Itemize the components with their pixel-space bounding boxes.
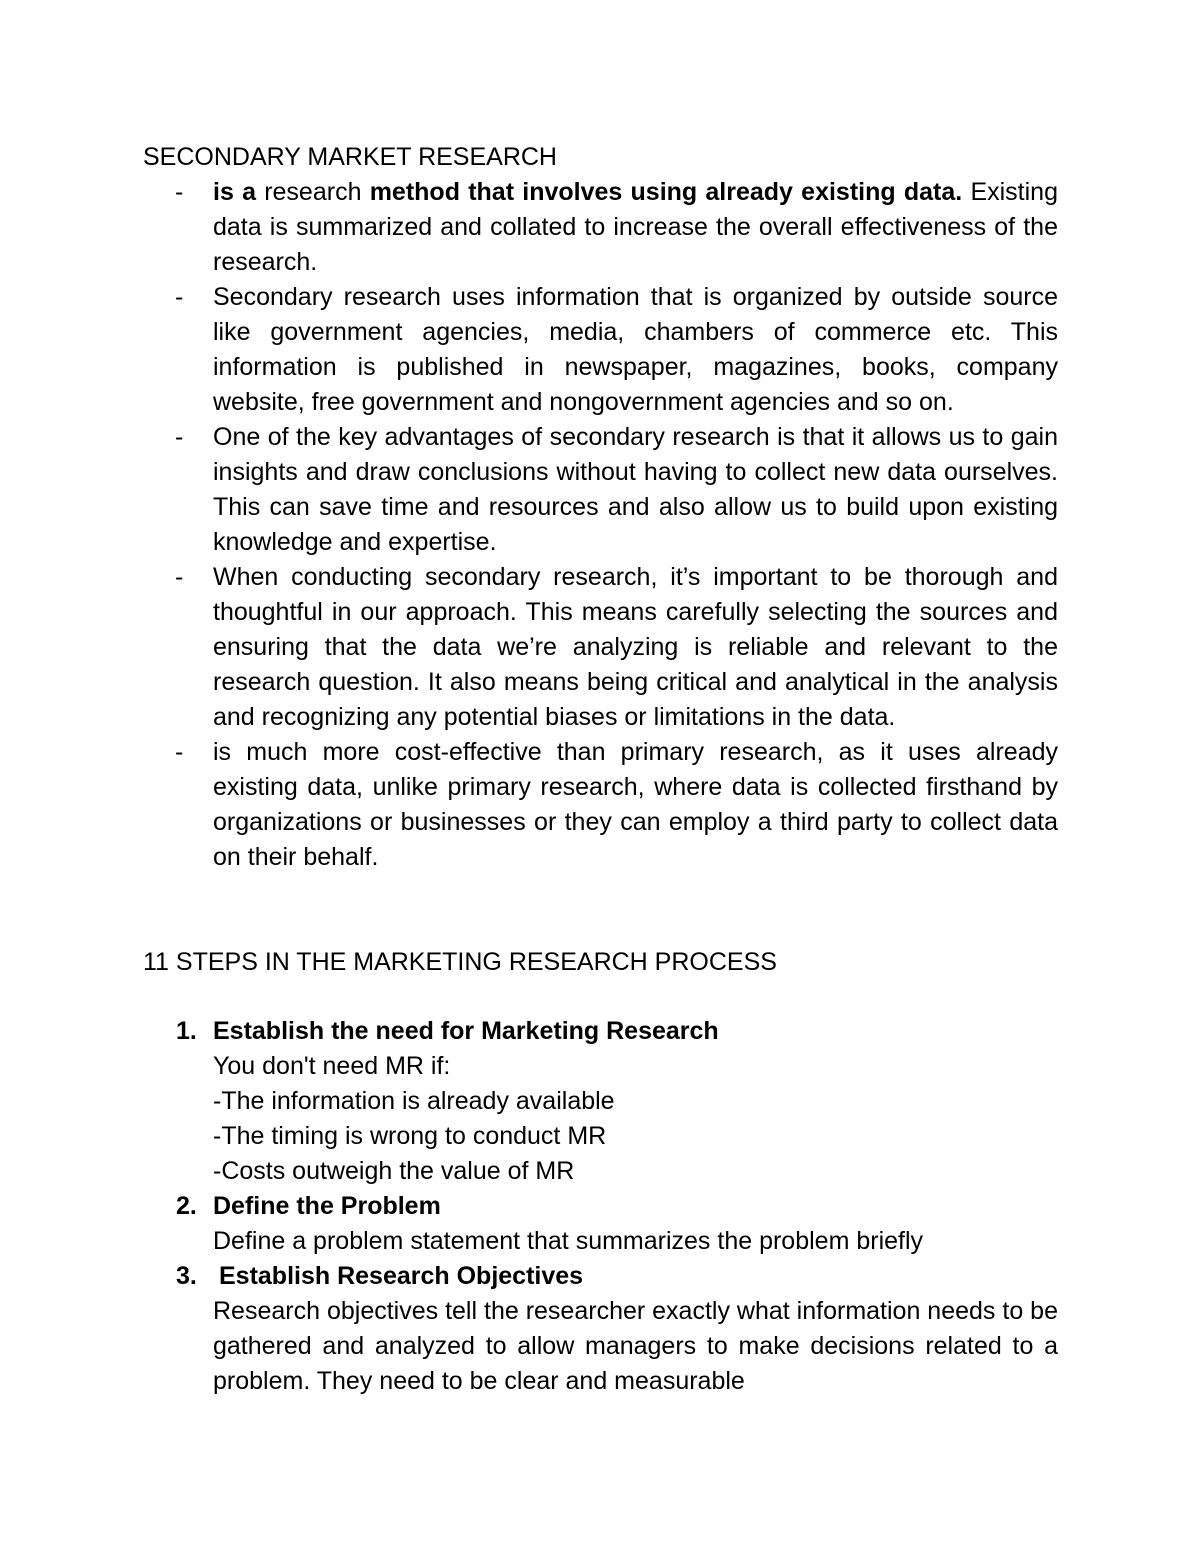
plain-text: research bbox=[255, 178, 370, 206]
bullet-dash: - bbox=[175, 738, 184, 766]
step-body bbox=[213, 1014, 1058, 1189]
bullet-text bbox=[213, 175, 1058, 280]
bullet-text: When conducting secondary research, it’s important to be thorough and thoughtful in our approach. This means carefully selecting the sources and ensuring that the data we’re analyzing is reliable and relevant to the research question. It also means being critical and analytical in the analysis and recognizing any potential biases or limitations in the data. bbox=[213, 563, 1058, 731]
list-item bbox=[143, 280, 1058, 420]
bullet-text: Secondary research uses information that is organized by outside source like government agencies, media, chambers of commerce etc. This information is published in newspaper, magazines, books, company website, free government and nongovernment agencies and so on. bbox=[213, 283, 1058, 416]
step-line: -The information is already available bbox=[213, 1087, 615, 1115]
section-heading-secondary-market-research: SECONDARY MARKET RESEARCH bbox=[143, 143, 557, 171]
step-description: Research objectives tell the researcher exactly what information needs to be gathered and analyzed to allow managers to make decisions related to a problem. They need to be clear and measurable bbox=[213, 1297, 1058, 1395]
step-item bbox=[143, 1189, 1058, 1259]
bullet-dash: - bbox=[175, 563, 184, 591]
marketing-research-steps-list bbox=[143, 1014, 1058, 1399]
step-line: -The timing is wrong to conduct MR bbox=[213, 1122, 607, 1150]
step-line: Define a problem statement that summarizes the problem briefly bbox=[213, 1227, 924, 1255]
step-line: -Costs outweigh the value of MR bbox=[213, 1157, 575, 1185]
step-line: You don't need MR if: bbox=[213, 1052, 451, 1080]
secondary-research-bullet-list bbox=[143, 175, 1058, 875]
list-item bbox=[143, 175, 1058, 280]
bullet-dash: - bbox=[175, 423, 184, 451]
step-title: Establish the need for Marketing Research bbox=[213, 1017, 719, 1045]
list-item bbox=[143, 420, 1058, 560]
step-number: 1. bbox=[176, 1017, 197, 1045]
bullet-text: One of the key advantages of secondary research is that it allows us to gain insights and draw conclusions without having to collect new data ourselves. This can save time and resources and also allow us to build upon existing knowledge and expertise. bbox=[213, 423, 1058, 556]
plain-text: Existing data is summarized and collated to increase the overall effectiveness of the research. bbox=[213, 178, 1058, 276]
step-title: Define the Problem bbox=[213, 1192, 441, 1220]
step-body bbox=[213, 1189, 1058, 1259]
step-item bbox=[143, 1259, 1058, 1399]
list-item bbox=[143, 560, 1058, 735]
step-title: Establish Research Objectives bbox=[219, 1262, 584, 1290]
bullet-text: is much more cost-effective than primary research, as it uses already existing data, unlike primary research, where data is collected firsthand by organizations or businesses or they can employ a third party to collect data on their behalf. bbox=[213, 738, 1058, 871]
step-number: 2. bbox=[176, 1192, 197, 1220]
list-item bbox=[143, 735, 1058, 875]
step-number: 3. bbox=[176, 1262, 197, 1290]
bold-text: is a bbox=[213, 178, 256, 206]
step-item bbox=[143, 1014, 1058, 1189]
step-body bbox=[213, 1259, 1058, 1399]
bullet-dash: - bbox=[175, 283, 184, 311]
bullet-dash: - bbox=[175, 178, 184, 206]
section-heading-marketing-research-steps: 11 STEPS IN THE MARKETING RESEARCH PROCESS bbox=[143, 948, 777, 976]
bold-text: method that involves using already existing data. bbox=[369, 178, 963, 206]
